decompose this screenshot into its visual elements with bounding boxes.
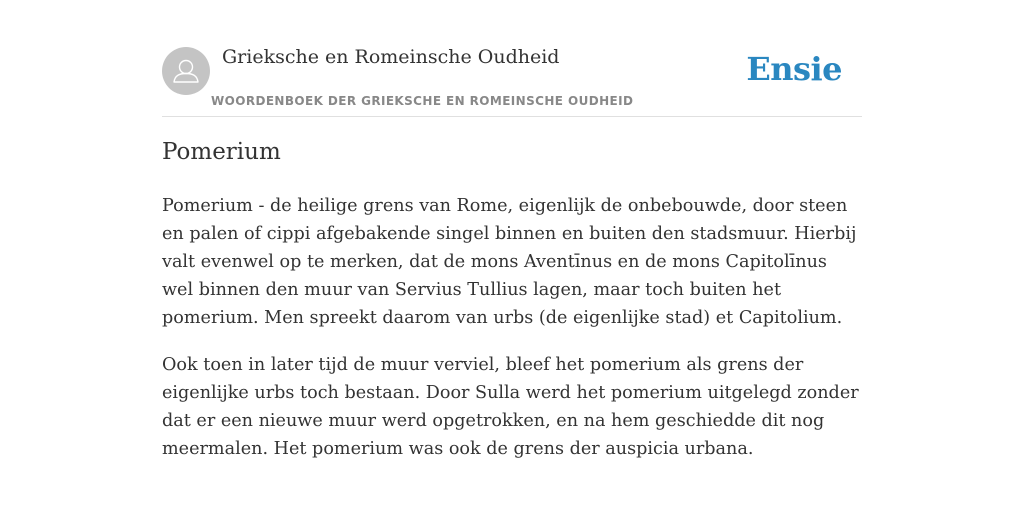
definition-paragraph: Pomerium - de heilige grens van Rome, eigenlijk de onbebouwde, door steen en palen of cippi afgebakende singel binnen en buiten den stadsmuur. Hierbij valt evenwel op te merken, dat de mons Aventīnus en de mons Capitolīnus wel binnen den muur van Servius Tullius lagen, maar toch buiten het pomerium. Men spreekt daarom van urbs (de eigenlijke stad) et Capitolium. bbox=[162, 196, 857, 328]
entry-definition bbox=[162, 192, 862, 482]
source-avatar[interactable] bbox=[162, 47, 210, 95]
source-title[interactable]: Grieksche en Romeinsche Oudheid bbox=[222, 46, 560, 68]
definition-paragraph: Ook toen in later tijd de muur verviel, bleef het pomerium als grens der eigenlijke urbs toch bestaan. Door Sulla werd het pomerium uitgelegd zonder dat er een nieuwe muur werd opgetrokken, en na hem geschiedde dit nog meermalen. Het pomerium was ook de grens der auspicia urbana. bbox=[162, 355, 859, 459]
ensie-logo[interactable]: Ensie bbox=[746, 50, 842, 88]
source-header bbox=[162, 46, 862, 117]
user-icon bbox=[162, 47, 210, 95]
source-subtitle[interactable]: WOORDENBOEK DER GRIEKSCHE EN ROMEINSCHE OUDHEID bbox=[211, 94, 634, 108]
entry-title: Pomerium bbox=[162, 139, 281, 165]
